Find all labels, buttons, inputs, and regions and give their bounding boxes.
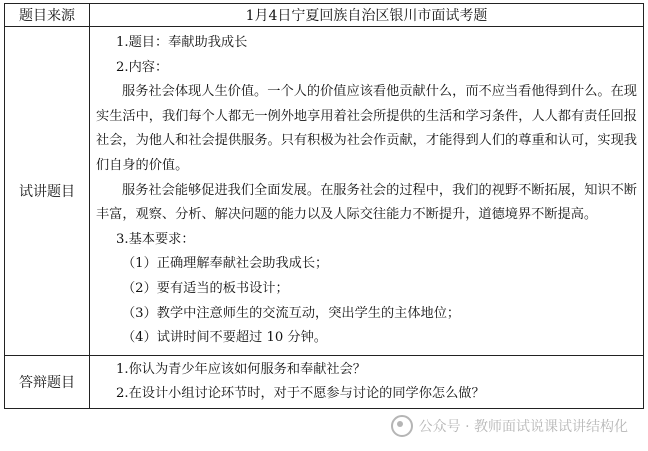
watermark bbox=[391, 415, 628, 437]
requirements-label: 3.基本要求： bbox=[116, 231, 195, 247]
defense-question-1: 1.你认为青少年应该如何服务和奉献社会？ bbox=[116, 361, 366, 377]
requirement-item-3: （3）教学中注意师生的交流互动，突出学生的主体地位； bbox=[122, 305, 461, 321]
lecture-row bbox=[5, 27, 644, 356]
requirement-item-2: （2）要有适当的板书设计； bbox=[122, 280, 289, 296]
defense-content bbox=[90, 355, 644, 408]
defense-question-2: 2.在设计小组讨论环节时，对于不愿参与讨论的同学你怎么做？ bbox=[116, 385, 485, 401]
wechat-icon bbox=[391, 415, 413, 437]
header-row bbox=[5, 4, 644, 27]
watermark-text: 公众号 · 教师面试说课试讲结构化 bbox=[418, 419, 628, 435]
exam-table bbox=[4, 3, 644, 409]
content-label: 2.内容： bbox=[116, 59, 169, 75]
defense-label: 答辩题目 bbox=[5, 355, 90, 408]
lecture-title: 1.题目：奉献助我成长 bbox=[116, 35, 248, 50]
requirement-item-4: （4）试讲时间不要超过 10 分钟。 bbox=[122, 330, 327, 346]
requirement-item-1: （1）正确理解奉献社会助我成长； bbox=[122, 256, 329, 272]
lecture-content bbox=[90, 27, 644, 356]
defense-row bbox=[5, 355, 644, 408]
content-paragraph-2: 服务社会能够促进我们全面发展。在服务社会的过程中，我们的视野不断拓展，知识不断丰富，观察、分析、解决问题的能力以及人际交往能力不断提升，道德境界不断提高。 bbox=[96, 182, 637, 223]
content-paragraph-1: 服务社会体现人生价值。一个人的价值应该看他贡献什么，而不应当看他得到什么。在现实生活中，我们每个人都无一例外地享用着社会所提供的生活和学习条件，人人都有责任回报社会，为他人和社会提供服务。只有积极为社会作贡献，才能得到人们的尊重和认可，实现我们自身的价值。 bbox=[96, 84, 637, 173]
source-label: 题目来源 bbox=[5, 4, 90, 27]
source-value: 1月4日宁夏回族自治区银川市面试考题 bbox=[90, 4, 644, 27]
lecture-label: 试讲题目 bbox=[5, 27, 90, 356]
